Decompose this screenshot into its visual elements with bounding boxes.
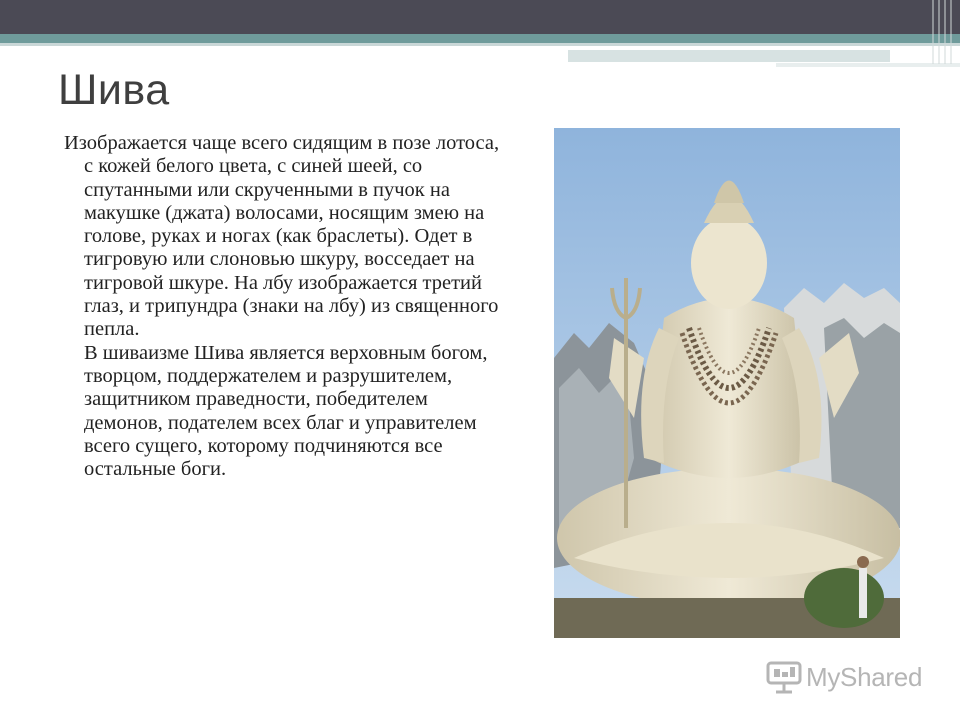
slide-accent-stripe bbox=[0, 34, 960, 43]
watermark-text: MyShared bbox=[806, 661, 923, 692]
body-paragraph-1: Изображается чаще всего сидящим в позе лотоса, с кожей белого цвета, с синей шеей, со спутанными или скрученными в пучок на макушке (джата) волосами, носящим змею на голове, руках и ногах (как браслеты). Одет в тигровую или слоновью шкуру, восседает на тигровой шкуре. На лбу изображается третий глаз, и трипундра (знаки на лбу) из священного пепла. bbox=[64, 132, 500, 341]
shiva-statue-photo bbox=[554, 128, 900, 638]
presentation-board-icon bbox=[766, 660, 802, 694]
slide-title: Шива bbox=[58, 66, 170, 114]
statue-illustration bbox=[554, 128, 900, 638]
decorative-band bbox=[568, 50, 890, 62]
watermark bbox=[766, 657, 922, 697]
decorative-vertical-lines bbox=[930, 0, 956, 64]
slide-accent-stripe-light bbox=[0, 43, 960, 46]
body-paragraph-2: В шиваизме Шива является верховным богом, творцом, поддержателем и разрушителем, защитником праведности, победителем демонов, подателем всех благ и управителем всего сущего, которому подчиняются все остальные боги. bbox=[84, 341, 488, 481]
slide-body bbox=[64, 132, 504, 481]
slide-top-bar bbox=[0, 0, 960, 34]
